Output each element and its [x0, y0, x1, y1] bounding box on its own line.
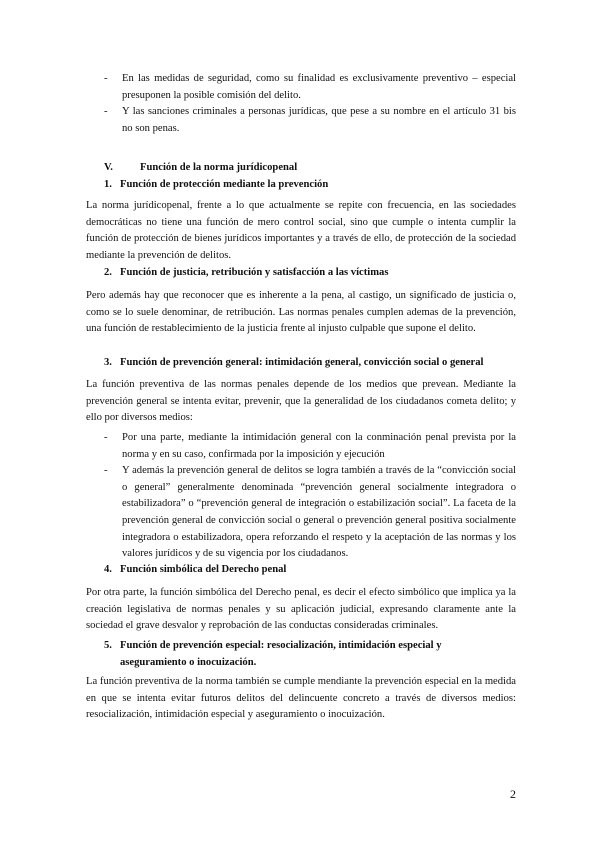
- subsection-title: Función de justicia, retribución y satisfacción a las víctimas: [120, 267, 389, 278]
- subsection-title: Función de prevención especial: resocialización, intimidación especial y aseguramiento o inocuización.: [120, 640, 442, 668]
- subsection-heading-2: [104, 265, 516, 282]
- list-item: - Por una parte, mediante la intimidación general con la conminación penal prevista por la norma y en su caso, confirmada por la imposición y ejecución: [86, 430, 516, 463]
- subsection-number: 4.: [104, 564, 112, 575]
- paragraph: La norma jurídicopenal, frente a lo que actualmente se repite con frecuencia, en las sociedades democráticas no tiene una función de mero control social, sino que cumple o intenta cumplir la función de protección de bienes jurídicos importantes y a través de ello, de protección de la sociedad mediante la prevención de delitos.: [86, 200, 516, 261]
- subsection-number: 5.: [104, 640, 112, 651]
- subsection-title: Función de protección mediante la prevención: [120, 179, 329, 190]
- subsection-heading-1: [104, 177, 516, 194]
- section-heading: [104, 160, 297, 177]
- list-item: - Y las sanciones criminales a personas jurídicas, que pese a su nombre en el artículo 31 bis no son penas.: [86, 104, 516, 137]
- section-title: Función de la norma jurídicopenal: [140, 162, 298, 173]
- paragraph: Pero además hay que reconocer que es inherente a la pena, al castigo, un significado de justicia o, como se lo suele denominar, de retribución. Las normas penales cumplen ademas de la prevención, una función de restablecimiento de la justicia frente al injusto culpable que supone el delito.: [86, 290, 516, 335]
- subsection-number: 2.: [104, 267, 112, 278]
- subsection-heading-5: [104, 638, 464, 671]
- subsection-number: 3.: [104, 357, 112, 368]
- subsection-title: Función de prevención general: intimidación general, convicción social o general: [120, 357, 484, 368]
- paragraph: Por otra parte, la función simbólica del Derecho penal, es decir el efecto simbólico que implica ya la creación legislativa de normas penales y su aplicación judicial, expresando claramente ante la sociedad el grave desvalor y reprobación de las conductas consideradas criminales.: [86, 587, 516, 632]
- subsection-title: Función simbólica del Derecho penal: [120, 564, 287, 575]
- page-number: 2: [510, 787, 516, 801]
- subsection-heading-4: [104, 562, 516, 579]
- section-number: V.: [104, 162, 113, 173]
- paragraph: La función preventiva de la norma también se cumple mendiante la prevención especial en la medida en que se intenta evitar futuros delitos del delincuente concreto a través de diversos medios: resocialización, intimidación especial y aseguramiento o inocuización.: [86, 676, 516, 721]
- paragraph: La función preventiva de las normas penales depende de los medios que prevean. Mediante la prevención general se intenta evitar, prevenir, que la generalidad de los ciudadanos cometa delito; y ello por diversos medios:: [86, 379, 516, 424]
- subsection-number: 1.: [104, 179, 112, 190]
- bullet-list: [86, 430, 516, 563]
- list-item: - En las medidas de seguridad, como su finalidad es exclusivamente preventivo – especial presuponen la posible comisión del delito.: [86, 71, 516, 104]
- intro-bullet-list: [86, 71, 516, 137]
- list-item: - Y además la prevención general de delitos se logra también a través de la “convicción social o general” generalmente denominada “prevención general socialmente integradora o estabilizadora” o “prevención general de integración o estabilización social”. La faceta de la prevención general de convicción social o general o prevención general positiva socialmente integradora o estabilizadora, opera reforzando el respeto y la aceptación de las normas y los valores jurídicos y de su vigencia por los ciudadanos.: [86, 463, 516, 563]
- subsection-heading-3: [104, 355, 524, 372]
